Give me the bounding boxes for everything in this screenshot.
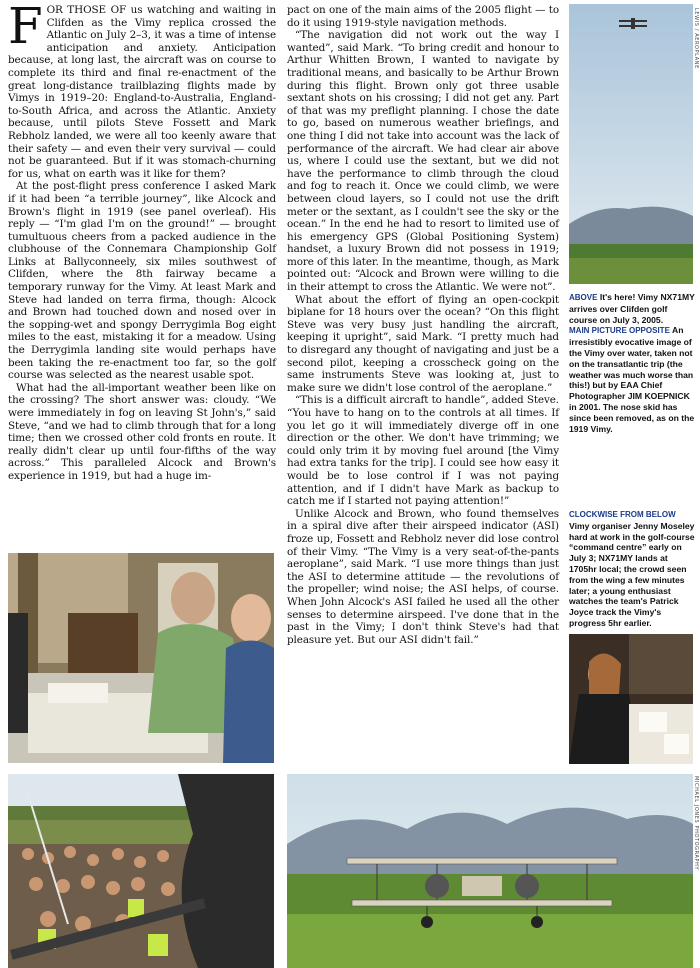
organiser-photo xyxy=(569,634,693,764)
article-paragraph: “This is a difficult aircraft to handle”, added Steve. “You have to hang on to the controls at all times. If you let go it will immediately diverge off in one direction or the other. We don't have trimming; we could only trim it by moving fuel around [the Vimy had extra tanks for the trip]. I could see how easy it would be to lose control if I was not paying attention, and if I didn't have Mark as backup to catch me if I started not paying attention!” xyxy=(287,394,559,508)
command-centre-photo xyxy=(8,553,274,763)
caption-above xyxy=(569,292,695,434)
organiser-illustration xyxy=(569,634,693,764)
caption-main-text: An irresistibly evocative image of the Vimy over water, taken not on the transatlantic trip (the weather was much worse than this!) but by EAA Chief Photographer JIM KOEPNICK in 2001. The nose skid has since been removed, as on the 1919 Vimy. xyxy=(569,325,695,434)
dropcap: F xyxy=(8,0,43,55)
article-paragraph: pact on one of the main aims of the 2005 flight — to do it using 1919-style navigation methods. xyxy=(287,4,559,29)
vimy-landing-photo xyxy=(287,774,693,968)
article-paragraph: What about the effort of flying an open-cockpit biplane for 18 hours over the ocean? “On this flight Steve was very busy just handling the aircraft, keeping it upright”, said Mark. “I pretty much had to disregard any thought of navigating and just be a second pilot, keeping a crosscheck going on the same instruments Steve was looking at, just to make sure we didn't lose control of the aeroplane.” xyxy=(287,293,559,394)
photo-credit-top: LEWIS / AEROPLANE xyxy=(693,8,699,69)
caption-above-text: It's here! Vimy NX71MY arrives over Clifden golf course on July 3, 2005. xyxy=(569,292,695,325)
article-column-2 xyxy=(287,4,559,768)
vimy-arrival-photo xyxy=(569,4,693,284)
crowd-photo xyxy=(8,774,274,968)
vimy-landing-illustration xyxy=(287,774,693,968)
caption-main-head: MAIN PICTURE OPPOSITE xyxy=(569,326,670,336)
article-paragraph: Unlike Alcock and Brown, who found themselves in a spiral dive after their airspeed indicator (ASI) froze up, Fossett and Rebholz never did lose control of their Vimy. “The Vimy is a very seat-of-the-pants aeroplane”, said Mark. “I use more things than just the ASI to determine attitude — the revolutions of the propeller; wind noise; the ASI helps, of course. When John Alcock's ASI failed he used all the other senses to determine airspeed. I've done that in the past in the Vimy; I don't think Steve's had that pleasure yet. But our ASI didn't fail.” xyxy=(287,507,559,646)
article-paragraph: What had the all-important weather been like on the crossing? The short answer was: cloudy. “We were immediately in fog on leaving St John's,” said Steve, “and we had to climb through that for a long time; then we crossed other cold fronts en route. It really didn't clear up until four-fifths of the way across.” This paralleled Alcock and Brown's experience in 1919, but had a huge im- xyxy=(8,381,276,482)
lead-paragraph-text: OR THOSE OF us watching and waiting in Clifden as the Vimy replica crossed the Atlantic on July 2–3, it was a time of intense anticipation and anxiety. Anticipation because, at long last, the aircraft was on course to complete its third and final re-enactment of the great long-distance trailblazing flights made by Vimys in 1919–20: England-to-Australia, England-to-South Africa, and across the Atlantic. Anxiety because, until pilots Steve Fossett and Mark Rebholz landed, we were all too keenly aware that their safety — and even their very survival — could not be guaranteed. But if it was stomach-churning for us, what on earth was it like for them? xyxy=(8,4,276,180)
caption-above-head: ABOVE xyxy=(569,293,598,302)
vimy-arrival-illustration xyxy=(569,4,693,284)
crowd-illustration xyxy=(8,774,274,968)
article-paragraph: At the post-flight press conference I asked Mark if it had been “a terrible journey”, like Alcock and Brown's flight in 1919 (see panel overleaf). His reply — “I'm glad I'm on the ground!” — brought tumultuous cheers from a packed audience in the clubhouse of the Connemara Championship Golf Links at Ballyconneely, six miles southwest of Clifden, where the 8th fairway became a temporary runway for the Vimy. At least Mark and Steve had landed on terra firma, though: Alcock and Brown had touched down and nosed over in the sopping-wet and spongy Derrygimla Bog eight miles to the east, mistaking it for a meadow. Using the Derrygimla landing site would perhaps have been taking the re-enactment too far, so the golf course was selected as the nearest usable spot. xyxy=(8,180,276,382)
caption-clockwise xyxy=(569,509,695,629)
article-paragraph: “The navigation did not work out the way I wanted”, said Mark. “To bring credit and honour to Arthur Whitten Brown, I wanted to navigate by traditional means, and basically to be Arthur Brown during this flight. Brown only got three usable sextant shots on his crossing; I did not get any. Part of that was my preflight planning. I chose the date to go, based on numerous weather briefings, and one thing I did not take into account was the lack of performance of the aircraft. We had clear air above us, where I could use the sextant, but we did not have the performance to climb through the cloud and fog to reach it. Once we could climb, we were between cloud layers, so I could not use the drift meter or the sextant, as I couldn't see the sky or the ocean.” In the end he had to resort to limited use of his emergency GPS (Global Positioning System) handset, a luxury Brown did not possess in 1919; more of this later. In the meantime, though, as Mark pointed out: “Alcock and Brown were willing to die in their attempt to cross the Atlantic. We were not”. xyxy=(287,29,559,294)
article-column-1 xyxy=(8,0,276,550)
command-centre-illustration xyxy=(8,553,274,763)
caption-clockwise-head: CLOCKWISE FROM BELOW xyxy=(569,510,676,519)
article-paragraph xyxy=(8,0,276,180)
photo-credit-bottom: MICHAEL JONES PHOTOGRAPHY xyxy=(693,776,699,871)
caption-clockwise-text: Vimy organiser Jenny Moseley hard at work in the golf-course “command centre” early on July 3; NX71MY lands at 1705hr local; the crowd seen from the wing a few minutes later; a young enthusiast watches the team's Patrick Joyce track the Vimy's progress 5hr earlier. xyxy=(569,520,695,628)
